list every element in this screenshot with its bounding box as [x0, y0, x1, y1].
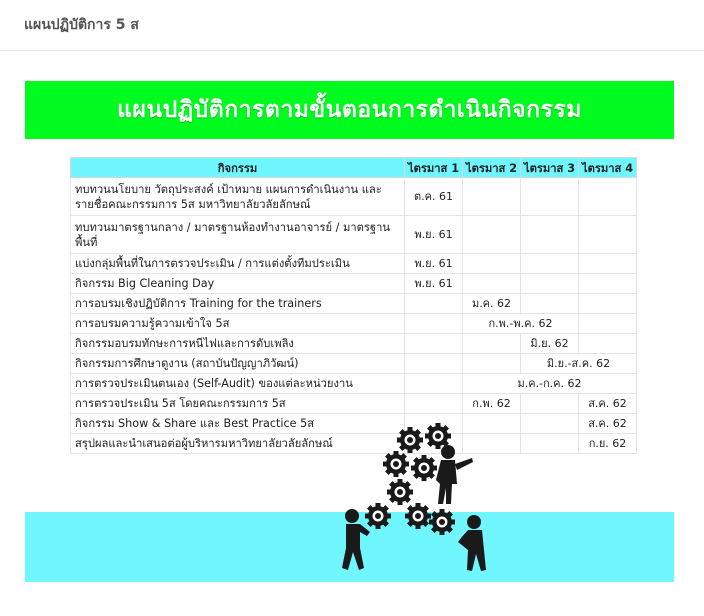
page-title: แผนปฏิบัติการ 5 ส: [24, 17, 139, 33]
table-row: [71, 274, 637, 294]
plan-banner: [25, 81, 674, 139]
activity-cell: การตรวจประเมิน 5ส โดยคณะกรรมการ 5ส: [71, 394, 405, 414]
quarter-1-cell: พ.ย. 61: [405, 216, 463, 254]
table-row: [71, 354, 637, 374]
header-quarter-1: ไตรมาส 1: [405, 158, 463, 178]
table-row: [71, 314, 637, 334]
quarter-1-cell: พ.ย. 61: [405, 274, 463, 294]
quarter-4-cell: ส.ค. 62: [579, 394, 637, 414]
activity-cell: การตรวจประเมินตนเอง (Self-Audit) ของแต่ละหน่วยงาน: [71, 374, 405, 394]
quarter-span-cell: มิ.ย.-ส.ค. 62: [521, 354, 637, 374]
action-plan-table: [70, 157, 637, 454]
table-row: [71, 374, 637, 394]
quarter-4-cell: ก.ย. 62: [579, 434, 637, 454]
quarter-1-cell: พ.ย. 61: [405, 254, 463, 274]
activity-cell: ทบทวนมาตรฐานกลาง / มาตรฐานห้องทำงานอาจารย์ / มาตรฐานพื้นที่: [71, 216, 405, 254]
header-activity: กิจกรรม: [71, 158, 405, 178]
table-row: [71, 254, 637, 274]
activity-cell: การอบรมเชิงปฏิบัติการ Training for the trainers: [71, 294, 405, 314]
banner-title: แผนปฏิบัติการตามขั้นตอนการดำเนินกิจกรรม: [117, 97, 582, 123]
table-row: [71, 294, 637, 314]
table-row: [71, 216, 637, 254]
header-quarter-4: ไตรมาส 4: [579, 158, 637, 178]
activity-cell: กิจกรรมอบรมทักษะการหนีไฟและการดับเพลิง: [71, 334, 405, 354]
quarter-3-cell: มิ.ย. 62: [521, 334, 579, 354]
activity-cell: กิจกรรม Show & Share และ Best Practice 5ส: [71, 414, 405, 434]
table-row: [71, 394, 637, 414]
activity-cell: แบ่งกลุ่มพื้นที่ในการตรวจประเมิน / การแต่งตั้งทีมประเมิน: [71, 254, 405, 274]
table-row: [71, 178, 637, 216]
gears-teamwork-illustration: [330, 418, 490, 578]
quarter-span-cell: ม.ค.-ก.ค. 62: [463, 374, 637, 394]
activity-cell: กิจกรรม Big Cleaning Day: [71, 274, 405, 294]
activity-cell: การอบรมความรู้ความเข้าใจ 5ส: [71, 314, 405, 334]
header-quarter-3: ไตรมาส 3: [521, 158, 579, 178]
table-header-row: [71, 158, 637, 178]
activity-cell: กิจกรรมการศึกษาดูงาน (สถาบันปัญญาภิวัฒน์): [71, 354, 405, 374]
table-row: [71, 334, 637, 354]
header-quarter-2: ไตรมาส 2: [463, 158, 521, 178]
activity-cell: ทบทวนนโยบาย วัตถุประสงค์ เป้าหมาย แผนการดำเนินงาน และรายชื่อคณะกรรมการ 5ส มหาวิทยาลัยวลัยลักษณ์: [71, 178, 405, 216]
quarter-1-cell: ต.ค. 61: [405, 178, 463, 216]
quarter-span-cell: ก.พ.-พ.ค. 62: [463, 314, 579, 334]
quarter-4-cell: ส.ค. 62: [579, 414, 637, 434]
activity-cell: สรุปผลและนำเสนอต่อผู้บริหารมหาวิทยาลัยวลัยลักษณ์: [71, 434, 405, 454]
quarter-2-cell: ก.พ. 62: [463, 394, 521, 414]
page-header: [0, 0, 704, 51]
quarter-2-cell: ม.ค. 62: [463, 294, 521, 314]
